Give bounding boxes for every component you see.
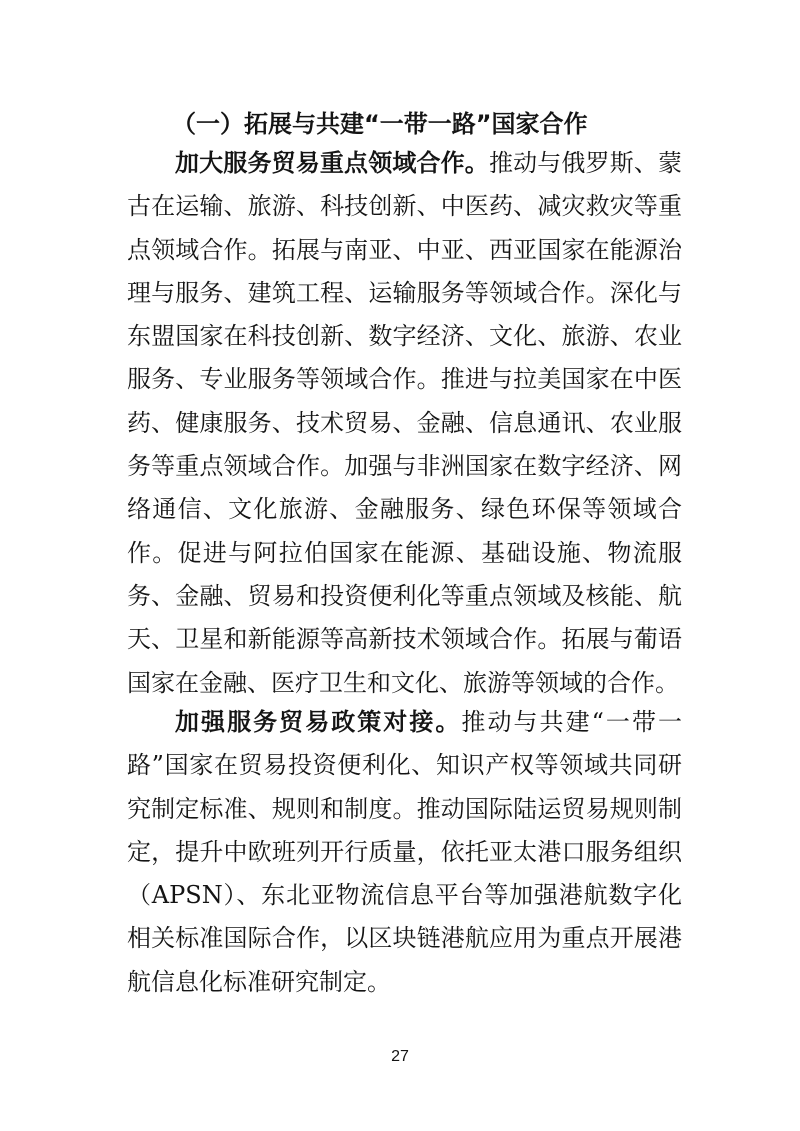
- paragraph-body: 推动与俄罗斯、蒙古在运输、旅游、科技创新、中医药、减灾救灾等重点领域合作。拓展与南亚、中亚、西亚国家在能源治理与服务、建筑工程、运输服务等领域合作。深化与东盟国家在科技创新、数字经济、文化、旅游、农业服务、专业服务等领域合作。推进与拉美国家在中医药、健康服务、技术贸易、金融、信息通讯、农业服务等重点领域合作。加强与非洲国家在数字经济、网络通信、文化旅游、金融服务、绿色环保等领域合作。促进与阿拉伯国家在能源、基础设施、物流服务、金融、贸易和投资便利化等重点领域及核能、航天、卫星和新能源等高新技术领域合作。拓展与葡语国家在金融、医疗卫生和文化、旅游等领域的合作。: [127, 149, 683, 697]
- paragraph-service-trade-cooperation: [127, 142, 682, 705]
- page-number: 27: [391, 1048, 409, 1065]
- paragraph-lead: 加大服务贸易重点领域合作。: [175, 149, 489, 177]
- paragraph-lead: 加强服务贸易政策对接。: [175, 708, 462, 736]
- section-heading: （一）拓展与共建“一带一路”国家合作: [172, 110, 588, 138]
- paragraph-body: 推动与共建“一带一路”国家在贸易投资便利化、知识产权等领域共同研究制定标准、规则和制度。推动国际陆运贸易规则制定，提升中欧班列开行质量，依托亚太港口服务组织（APSN）、东北亚物流信息平台等加强港航数字化相关标准国际合作，以区块链港航应用为重点开展港航信息化标准研究制定。: [127, 708, 682, 996]
- paragraph-policy-alignment: [127, 701, 682, 1004]
